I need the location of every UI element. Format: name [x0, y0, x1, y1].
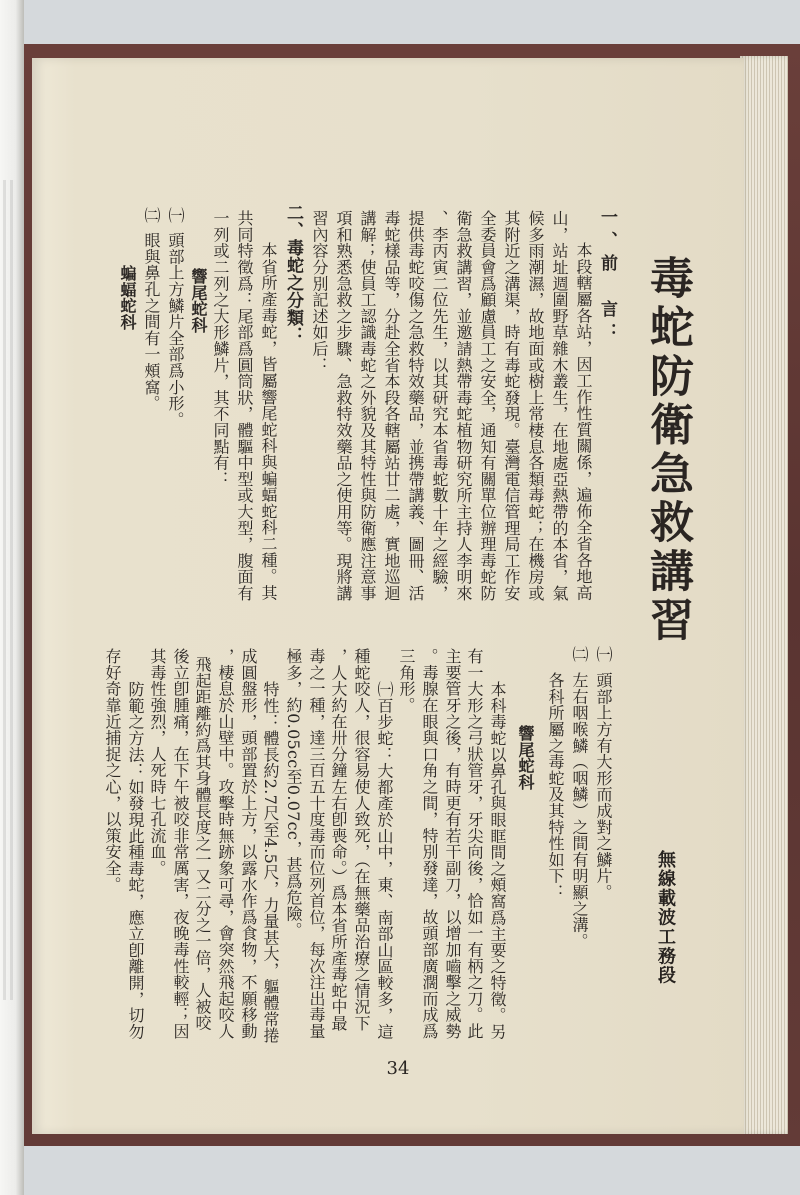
species-line: 飛起距離約爲其身體長度之一又二分之一倍，人被咬 [193, 656, 212, 1031]
species-line: 主要管牙之後，有時更有若干副刀，以增加嚙擊之威勢 [443, 648, 462, 1040]
previous-page-curl [0, 0, 24, 1195]
list-item: 左右咽喉鱗（咽鱗）之間有明顯之溝。 [570, 672, 589, 950]
species-family-heading: 響尾蛇科 [516, 725, 535, 791]
intro-line: 候多雨潮濕，故地面或樹上常棲息各類毒蛇；在機房或 [526, 210, 545, 602]
page-number: 34 [386, 1058, 410, 1079]
species-line: 三角形。 [397, 648, 416, 714]
intro-line: 其附近之溝渠，時有毒蛇發現。臺灣電信管理局工作安 [502, 210, 521, 602]
species-line: 存好奇靠近捕捉之心，以策安全。 [103, 648, 122, 893]
intro-line: 、李丙寅二位先生，以其研究本省毒蛇數十年之經驗， [430, 210, 449, 602]
species-line: 成圓盤形，頭部置於上方，以露水作爲食物，不願移動 [239, 648, 258, 1040]
species-line: ，棲息於山壁中。攻擊時無跡象可尋，會突然飛起咬人 [216, 648, 235, 1040]
intro-line: 本段轄屬各站，因工作性質關係，遍佈全省各地高 [574, 242, 593, 601]
species-line: 毒之一種，達三百五十度毒而位列首位，每次注出毒量 [307, 648, 326, 1040]
species-line: 極多，約0.05cc至0.07cc，甚爲危險。 [284, 648, 303, 938]
list-marker: ㈠ [594, 646, 613, 663]
classification-line: 本省所產毒蛇，皆屬響尾蛇科與蝙蝠蛇科二種。其 [259, 242, 278, 601]
intro-line: 項和熟悉急救之步驟、急救特效藥品之使用等。現將講 [334, 210, 353, 602]
list-item: 眼與鼻孔之間有一頰窩。 [142, 232, 161, 412]
intro-line: 全委員會爲顧慮員工之安全，通知有關單位辦理毒蛇防 [478, 210, 497, 602]
intro-line: 提供毒蛇咬傷之急救特效藥品，並携帶講義、圖冊、活 [406, 210, 425, 602]
species-line: 。毒腺在眼與口角之間，特別發達，故頭部廣濶而成爲 [420, 648, 439, 1040]
intro-heading: 一、前 言： [597, 208, 617, 346]
list-marker: ㈡ [142, 207, 161, 224]
page-title: 毒蛇防衛急救講習 [642, 255, 693, 646]
intro-line: 衛急救講習，並邀請熱帶毒蛇植物研究所主持人李明來 [454, 210, 473, 602]
page-stack-edge [740, 56, 788, 1134]
list-marker: ㈡ [570, 646, 589, 663]
classification-heading: 二、毒蛇之分類： [283, 204, 303, 344]
list-item: 頭部上方鱗片全部爲小形。 [166, 232, 185, 428]
intro-line: 習內容分別記述如后： [310, 210, 329, 373]
species-line: 後立卽腫痛，在下午被咬非常厲害，夜晚毒性較輕；因 [171, 648, 190, 1040]
author-unit: 無線載波工務段 [655, 850, 676, 986]
list-item: 頭部上方有大形而成對之鱗片。 [594, 672, 613, 901]
classification-summary: 各科所屬之毒蛇及其特性如下： [546, 672, 565, 901]
species-line: 有一大形之弓狀管牙，牙尖向後，恰如一有柄之刀。此 [465, 648, 484, 1040]
species-line: 種蛇咬人，很容易使人致死，（在無藥品治療之情況下 [352, 648, 371, 1032]
species-line: 本科毒蛇以鼻孔與眼眶間之頰窩爲主要之特徵。另 [488, 681, 507, 1040]
family-heading-rattlesnake: 響尾蛇科 [189, 268, 208, 334]
intro-line: 毒蛇樣品等，分赴全省本段各轄屬站廿二處，實地巡迴 [382, 210, 401, 602]
intro-line: 講解；使員工認識毒蛇之外貌及其特性與防衛應注意事 [358, 210, 377, 602]
species-line: 其毒性強烈，人死時七孔流血。 [148, 648, 167, 877]
list-marker: ㈠ [166, 207, 185, 224]
previous-page-text-shadow [3, 180, 17, 1000]
classification-line: 共同特徵爲：尾部爲圓筒狀，體驅中型或大型，腹面有 [235, 210, 254, 602]
intro-line: 山，站址週圍野草雜木叢生，在地處亞熱帶的本省，氣 [550, 210, 569, 602]
family-heading-cobra: 蝙蝠蛇科 [118, 265, 137, 331]
classification-line: 一列或二列之大形鱗片，其不同點有： [211, 210, 230, 488]
species-line: ，人大約在卅分鐘左右卽喪命。）爲本省所產毒蛇中最 [329, 648, 348, 1032]
species-line: 特性：體長約2.7尺至4.5尺，力量甚大，軀體常捲 [261, 681, 280, 1044]
species-line: 防範之方法：如發現此種毒蛇，應立卽離開，切勿 [126, 681, 145, 1040]
species-line: ㈠百步蛇：大都產於山中，東、南部山區較多，這 [375, 681, 394, 1040]
